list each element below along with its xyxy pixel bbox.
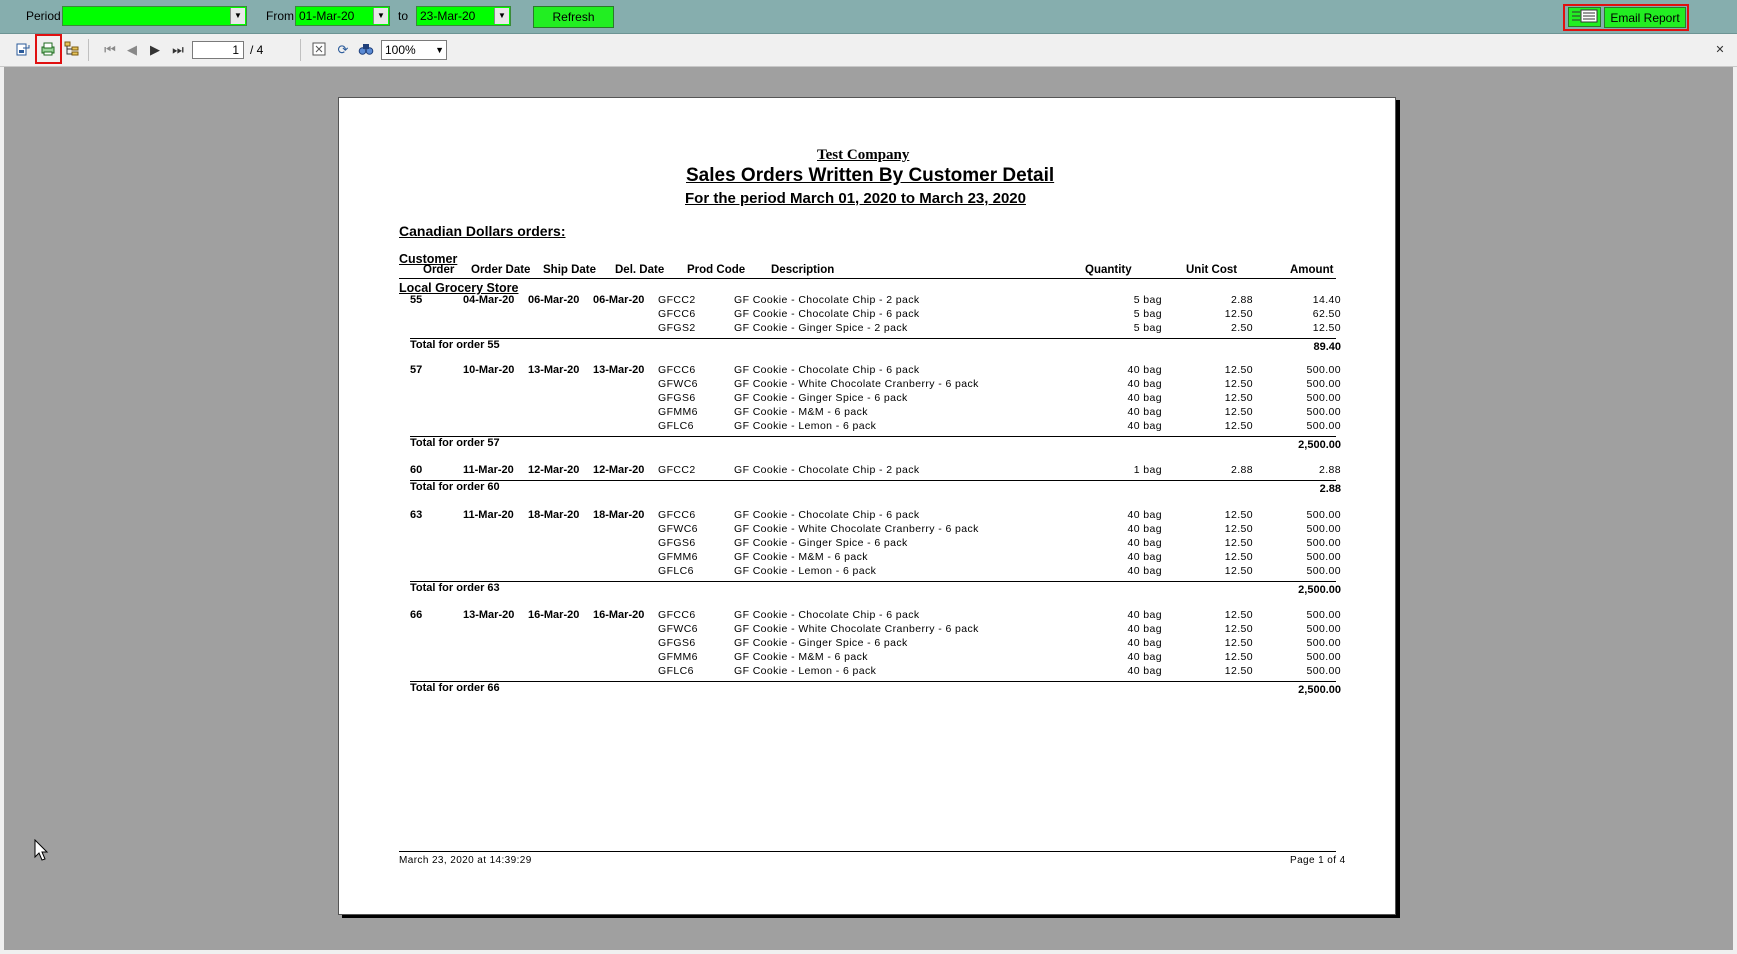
last-page-icon[interactable]: ⏭ (172, 42, 184, 57)
unit-cost: 12.50 (1224, 378, 1253, 390)
amount: 500.00 (1306, 565, 1341, 577)
unit-cost: 12.50 (1224, 523, 1253, 535)
order-total-amount: 2,500.00 (1298, 439, 1341, 451)
chevron-down-icon[interactable]: ▼ (373, 8, 388, 24)
mouse-pointer-icon (34, 839, 50, 863)
column-amount: Amount (1290, 264, 1334, 276)
prod-code: GFLC6 (658, 565, 694, 577)
quantity: 40 bag (1127, 665, 1162, 677)
unit-cost: 12.50 (1224, 551, 1253, 563)
amount: 14.40 (1312, 294, 1341, 306)
order-date: 11-Mar-20 (463, 509, 514, 521)
quantity: 40 bag (1127, 509, 1162, 521)
prod-code: GFLC6 (658, 420, 694, 432)
customer-name: Local Grocery Store (399, 281, 519, 295)
to-date-value: 23-Mar-20 (420, 9, 476, 23)
del-date: 06-Mar-20 (593, 294, 645, 306)
del-date: 18-Mar-20 (593, 509, 645, 521)
quantity: 1 bag (1133, 464, 1162, 476)
amount: 500.00 (1306, 378, 1341, 390)
order-total-rule (410, 436, 1336, 437)
prod-code: GFCC2 (658, 464, 696, 476)
order-total-label: Total for order 57 (410, 437, 500, 449)
viewer-toolbar (0, 34, 1737, 67)
column-quantity: Quantity (1085, 264, 1132, 276)
item-description: GF Cookie - Chocolate Chip - 6 pack (734, 308, 920, 320)
quantity: 5 bag (1133, 322, 1162, 334)
stop-icon[interactable] (310, 41, 328, 59)
amount: 500.00 (1306, 537, 1341, 549)
item-description: GF Cookie - Ginger Spice - 6 pack (734, 637, 908, 649)
first-page-icon[interactable]: ⏮ (104, 42, 116, 57)
prod-code: GFCC6 (658, 609, 696, 621)
from-label: From (266, 9, 294, 23)
footer-page: Page 1 of 4 (1290, 855, 1346, 866)
item-description: GF Cookie - Chocolate Chip - 6 pack (734, 609, 920, 621)
chevron-down-icon[interactable]: ▼ (494, 8, 509, 24)
item-description: GF Cookie - Lemon - 6 pack (734, 665, 877, 677)
prod-code: GFWC6 (658, 378, 698, 390)
prod-code: GFMM6 (658, 551, 698, 563)
prod-code: GFLC6 (658, 665, 694, 677)
from-date-picker[interactable] (295, 6, 390, 26)
order-total-amount: 2.88 (1319, 483, 1341, 495)
quantity: 40 bag (1127, 609, 1162, 621)
from-date-value: 01-Mar-20 (299, 9, 355, 23)
unit-cost: 12.50 (1224, 406, 1253, 418)
unit-cost: 12.50 (1224, 665, 1253, 677)
item-description: GF Cookie - Ginger Spice - 2 pack (734, 322, 908, 334)
del-date: 12-Mar-20 (593, 464, 645, 476)
item-description: GF Cookie - White Chocolate Cranberry - 6 pack (734, 623, 979, 635)
export-icon[interactable] (14, 41, 32, 59)
prod-code: GFWC6 (658, 523, 698, 535)
email-options-button[interactable] (1568, 7, 1601, 27)
to-date-picker[interactable] (416, 6, 511, 26)
order-date: 10-Mar-20 (463, 364, 515, 376)
footer-rule (399, 851, 1336, 852)
item-description: GF Cookie - M&M - 6 pack (734, 406, 868, 418)
amount: 500.00 (1306, 651, 1341, 663)
unit-cost: 12.50 (1224, 537, 1253, 549)
page-number-input[interactable]: 1 (192, 41, 244, 59)
refresh-button[interactable]: Refresh (533, 6, 614, 28)
column-prod-code: Prod Code (687, 264, 746, 276)
quantity: 40 bag (1127, 623, 1162, 635)
column-ship-date: Ship Date (543, 264, 597, 276)
quantity: 40 bag (1127, 551, 1162, 563)
chevron-down-icon[interactable]: ▼ (435, 45, 444, 55)
prod-code: GFMM6 (658, 651, 698, 663)
company-name: Test Company (817, 147, 910, 163)
report-page (338, 97, 1396, 915)
column-order: Order (423, 264, 455, 276)
ship-date: 12-Mar-20 (528, 464, 580, 476)
footer-timestamp: March 23, 2020 at 14:39:29 (399, 855, 532, 866)
prod-code: GFGS6 (658, 392, 696, 404)
ship-date: 06-Mar-20 (528, 294, 580, 306)
order-number: 57 (410, 364, 423, 376)
previous-page-icon[interactable]: ◀ (127, 42, 137, 57)
close-icon[interactable]: ✕ (1715, 44, 1725, 56)
column-unit-cost: Unit Cost (1186, 264, 1238, 276)
item-description: GF Cookie - White Chocolate Cranberry - 6 pack (734, 523, 979, 535)
quantity: 40 bag (1127, 378, 1162, 390)
amount: 12.50 (1312, 322, 1341, 334)
item-description: GF Cookie - Chocolate Chip - 2 pack (734, 464, 920, 476)
item-description: GF Cookie - Chocolate Chip - 6 pack (734, 509, 920, 521)
amount: 500.00 (1306, 623, 1341, 635)
header-rule (399, 278, 1336, 279)
item-description: GF Cookie - M&M - 6 pack (734, 551, 868, 563)
ship-date: 18-Mar-20 (528, 509, 580, 521)
period-label: Period (26, 9, 61, 23)
order-total-rule (410, 681, 1336, 682)
amount: 62.50 (1312, 308, 1341, 320)
quantity: 5 bag (1133, 294, 1162, 306)
quantity: 40 bag (1127, 651, 1162, 663)
page-total: / 4 (250, 43, 264, 57)
refresh-icon[interactable]: ⟳ (337, 42, 349, 57)
report-list-icon (1571, 8, 1599, 24)
zoom-select[interactable] (381, 40, 447, 60)
unit-cost: 12.50 (1224, 392, 1253, 404)
order-date: 11-Mar-20 (463, 464, 514, 476)
ship-date: 16-Mar-20 (528, 609, 580, 621)
amount: 500.00 (1306, 364, 1341, 376)
email-report-button[interactable]: Email Report (1604, 7, 1686, 28)
search-icon[interactable] (357, 41, 375, 59)
column-description: Description (771, 264, 835, 276)
order-number: 60 (410, 464, 423, 476)
quantity: 40 bag (1127, 523, 1162, 535)
quantity: 40 bag (1127, 406, 1162, 418)
quantity: 40 bag (1127, 420, 1162, 432)
amount: 500.00 (1306, 392, 1341, 404)
order-date: 13-Mar-20 (463, 609, 515, 621)
amount: 500.00 (1306, 406, 1341, 418)
quantity: 40 bag (1127, 565, 1162, 577)
order-date: 04-Mar-20 (463, 294, 515, 306)
amount: 500.00 (1306, 509, 1341, 521)
ship-date: 13-Mar-20 (528, 364, 580, 376)
prod-code: GFCC2 (658, 294, 696, 306)
quantity: 40 bag (1127, 637, 1162, 649)
next-page-icon[interactable]: ▶ (150, 42, 160, 57)
quantity: 40 bag (1127, 537, 1162, 549)
item-description: GF Cookie - Chocolate Chip - 2 pack (734, 294, 920, 306)
unit-cost: 12.50 (1224, 609, 1253, 621)
group-tree-icon[interactable] (63, 41, 81, 59)
prod-code: GFGS6 (658, 637, 696, 649)
print-icon[interactable] (39, 41, 57, 59)
unit-cost: 12.50 (1224, 623, 1253, 635)
prod-code: GFMM6 (658, 406, 698, 418)
del-date: 16-Mar-20 (593, 609, 645, 621)
amount: 2.88 (1318, 464, 1341, 476)
prod-code: GFWC6 (658, 623, 698, 635)
order-number: 55 (410, 294, 423, 306)
item-description: GF Cookie - Ginger Spice - 6 pack (734, 392, 908, 404)
order-total-amount: 2,500.00 (1298, 584, 1341, 596)
column-del-date: Del. Date (615, 264, 665, 276)
item-description: GF Cookie - Lemon - 6 pack (734, 565, 877, 577)
zoom-value: 100% (385, 43, 416, 57)
unit-cost: 2.88 (1230, 294, 1253, 306)
prod-code: GFCC6 (658, 509, 696, 521)
column-customer: Customer (399, 252, 458, 266)
unit-cost: 12.50 (1224, 637, 1253, 649)
quantity: 40 bag (1127, 392, 1162, 404)
item-description: GF Cookie - Ginger Spice - 6 pack (734, 537, 908, 549)
period-select[interactable] (62, 6, 247, 26)
prod-code: GFGS2 (658, 322, 696, 334)
to-label: to (398, 9, 409, 23)
amount: 500.00 (1306, 551, 1341, 563)
report-period: For the period March 01, 2020 to March 23, 2020 (685, 190, 1026, 207)
toolbar-separator (300, 39, 301, 61)
order-total-label: Total for order 55 (410, 339, 500, 351)
unit-cost: 12.50 (1224, 565, 1253, 577)
amount: 500.00 (1306, 609, 1341, 621)
amount: 500.00 (1306, 420, 1341, 432)
unit-cost: 2.88 (1230, 464, 1253, 476)
chevron-down-icon[interactable]: ▼ (230, 8, 245, 24)
del-date: 13-Mar-20 (593, 364, 645, 376)
unit-cost: 12.50 (1224, 364, 1253, 376)
report-title: Sales Orders Written By Customer Detail (686, 165, 1055, 186)
order-total-amount: 89.40 (1313, 341, 1341, 353)
prod-code: GFCC6 (658, 308, 696, 320)
amount: 500.00 (1306, 523, 1341, 535)
item-description: GF Cookie - Chocolate Chip - 6 pack (734, 364, 920, 376)
unit-cost: 12.50 (1224, 509, 1253, 521)
prod-code: GFGS6 (658, 537, 696, 549)
item-description: GF Cookie - White Chocolate Cranberry - 6 pack (734, 378, 979, 390)
quantity: 40 bag (1127, 364, 1162, 376)
column-order-date: Order Date (471, 264, 531, 276)
order-number: 63 (410, 509, 423, 521)
order-total-label: Total for order 60 (410, 481, 500, 493)
parameter-bar (0, 0, 1737, 34)
prod-code: GFCC6 (658, 364, 696, 376)
unit-cost: 12.50 (1224, 651, 1253, 663)
quantity: 5 bag (1133, 308, 1162, 320)
unit-cost: 12.50 (1224, 420, 1253, 432)
unit-cost: 2.50 (1230, 322, 1253, 334)
order-total-label: Total for order 66 (410, 682, 500, 694)
toolbar-separator (88, 39, 89, 61)
amount: 500.00 (1306, 665, 1341, 677)
item-description: GF Cookie - Lemon - 6 pack (734, 420, 877, 432)
order-total-rule (410, 338, 1336, 339)
order-total-rule (410, 480, 1336, 481)
order-total-label: Total for order 63 (410, 582, 500, 594)
item-description: GF Cookie - M&M - 6 pack (734, 651, 868, 663)
order-total-amount: 2,500.00 (1298, 684, 1341, 696)
unit-cost: 12.50 (1224, 308, 1253, 320)
amount: 500.00 (1306, 637, 1341, 649)
order-total-rule (410, 581, 1336, 582)
section-heading: Canadian Dollars orders: (399, 223, 566, 239)
order-number: 66 (410, 609, 423, 621)
